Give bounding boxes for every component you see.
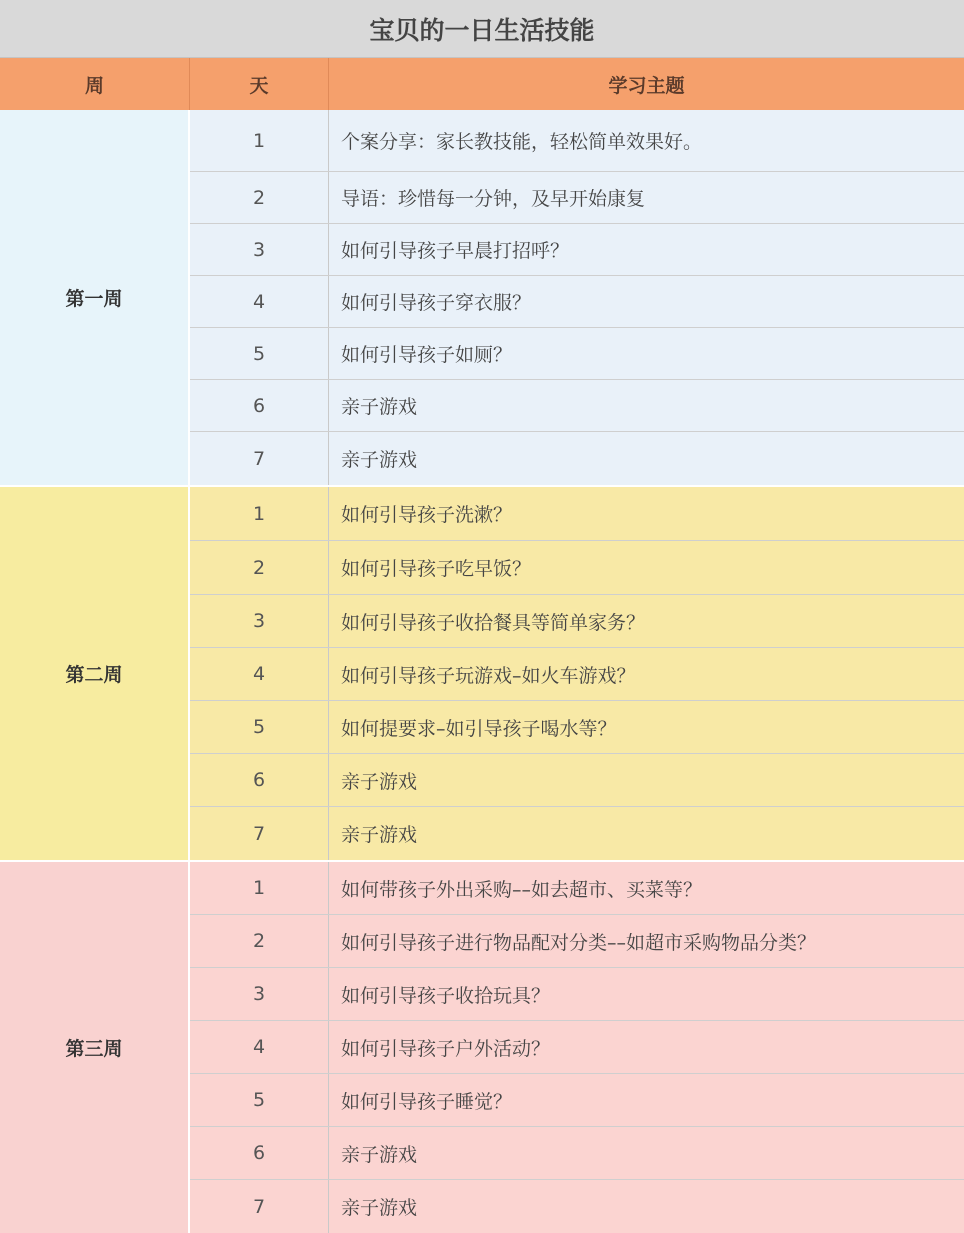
day-cell: 3 <box>190 224 329 275</box>
topic-cell: 亲子游戏 <box>341 770 418 793</box>
day-cell: 2 <box>190 541 329 594</box>
week-rows <box>190 487 964 860</box>
day-cell: 5 <box>190 701 329 753</box>
topic-cell: 如何引导孩子吃早饭？ <box>341 558 532 580</box>
topic-cell: 如何引导孩子睡觉？ <box>341 1090 513 1113</box>
topic-cell: 如何引导孩子洗漱？ <box>341 504 513 526</box>
day-cell: 1 <box>190 487 329 540</box>
day-cell: 1 <box>190 110 329 171</box>
week-rows <box>190 862 964 1233</box>
topic-cell: 亲子游戏 <box>341 449 418 471</box>
day-cell: 4 <box>190 1021 329 1073</box>
day-cell: 6 <box>190 1127 329 1179</box>
topic-cell: 如何引导孩子玩游戏–如火车游戏？ <box>341 664 636 687</box>
table-row <box>190 276 964 328</box>
day-cell: 5 <box>190 328 329 379</box>
table-title: 宝贝的一日生活技能 <box>0 0 964 58</box>
table-row <box>190 862 964 915</box>
topic-cell: 如何引导孩子早晨打招呼？ <box>341 240 570 262</box>
table-row <box>190 1074 964 1127</box>
table-row <box>190 1127 964 1180</box>
week-label: 第二周 <box>0 487 190 860</box>
topic-cell: 导语：珍惜每一分钟，及早开始康复 <box>341 188 646 210</box>
day-cell: 2 <box>190 915 329 967</box>
day-cell: 6 <box>190 754 329 806</box>
topic-cell: 如何引导孩子户外活动？ <box>341 1037 551 1060</box>
week-label: 第一周 <box>0 110 190 485</box>
topic-cell: 如何引导孩子收拾餐具等简单家务？ <box>341 611 646 634</box>
table-row <box>190 328 964 380</box>
table-row <box>190 110 964 172</box>
week-label: 第三周 <box>0 862 190 1233</box>
table-row <box>190 541 964 595</box>
week-block <box>0 110 964 485</box>
topic-cell: 如何引导孩子如厕？ <box>341 344 513 366</box>
table-row <box>190 754 964 807</box>
topic-cell: 如何带孩子外出采购––如去超市、买菜等？ <box>341 878 703 901</box>
day-cell: 7 <box>190 1180 329 1233</box>
topic-cell: 亲子游戏 <box>341 396 418 418</box>
table-row <box>190 968 964 1021</box>
header-week: 周 <box>0 58 190 110</box>
table-header-row <box>0 58 964 110</box>
table-row <box>190 224 964 276</box>
week-block <box>0 487 964 860</box>
week-rows <box>190 110 964 485</box>
day-cell: 4 <box>190 648 329 700</box>
day-cell: 4 <box>190 276 329 327</box>
topic-cell: 亲子游戏 <box>341 1197 418 1219</box>
table-row <box>190 915 964 968</box>
topic-cell: 如何引导孩子穿衣服？ <box>341 292 532 314</box>
topic-cell: 亲子游戏 <box>341 1143 418 1166</box>
day-cell: 7 <box>190 432 329 485</box>
table-row <box>190 1180 964 1233</box>
table-row <box>190 701 964 754</box>
table-row <box>190 648 964 701</box>
table-row <box>190 807 964 860</box>
day-cell: 3 <box>190 595 329 647</box>
topic-cell: 个案分享：家长教技能，轻松简单效果好。 <box>341 131 703 153</box>
day-cell: 7 <box>190 807 329 860</box>
day-cell: 3 <box>190 968 329 1020</box>
topic-cell: 如何引导孩子进行物品配对分类––如超市采购物品分类？ <box>341 931 817 954</box>
table-row <box>190 172 964 224</box>
day-cell: 1 <box>190 862 329 914</box>
day-cell: 5 <box>190 1074 329 1126</box>
table-row <box>190 487 964 541</box>
table-row <box>190 1021 964 1074</box>
topic-cell: 如何引导孩子收拾玩具？ <box>341 984 551 1007</box>
table-row <box>190 432 964 485</box>
header-topic: 学习主题 <box>608 74 685 97</box>
table-body <box>0 110 964 1233</box>
header-day: 天 <box>190 58 329 110</box>
day-cell: 2 <box>190 172 329 223</box>
table-row <box>190 380 964 432</box>
day-cell: 6 <box>190 380 329 431</box>
table-row <box>190 595 964 648</box>
topic-cell: 亲子游戏 <box>341 824 418 846</box>
topic-cell: 如何提要求–如引导孩子喝水等？ <box>341 717 617 740</box>
week-block <box>0 862 964 1233</box>
